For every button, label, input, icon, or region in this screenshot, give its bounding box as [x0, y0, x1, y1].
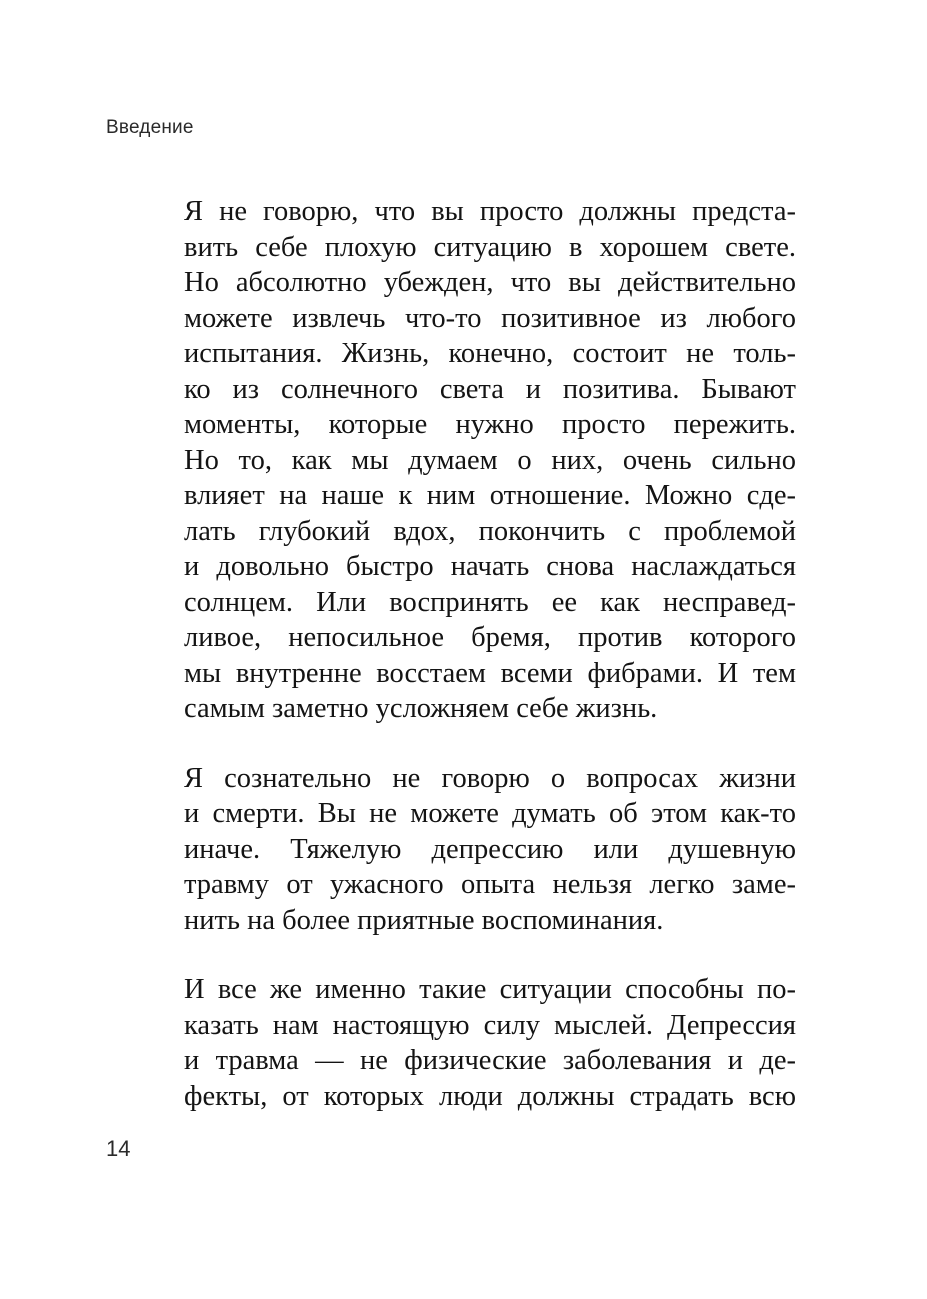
- text-line: Я не говорю, что вы просто должны предста-: [184, 196, 796, 227]
- paragraph-2: [184, 761, 796, 939]
- text-line: Я сознательно не говорю о вопросах жизни: [184, 762, 796, 794]
- text-line: влияет на наше к ним отношение. Можно сде-: [184, 480, 796, 511]
- text-line: иначе. Тяжелую депрессию или душевную: [184, 833, 796, 865]
- text-line: ко из солнечного света и позитива. Бывают: [184, 373, 796, 405]
- running-header: Введение: [106, 117, 194, 138]
- body-text: [184, 194, 796, 1148]
- text-line: лать глубокий вдох, покончить с проблемой: [184, 515, 796, 547]
- text-line: Но абсолютно убежден, что вы действительно: [184, 267, 796, 298]
- text-line: и довольно быстро начать снова наслаждаться: [184, 551, 796, 582]
- text-line: нить на более приятные воспоминания.: [184, 904, 664, 936]
- text-line: Но то, как мы думаем о них, очень сильно: [184, 444, 796, 476]
- text-line: можете извлечь что-то позитивное из любого: [184, 302, 796, 334]
- paragraph-3: [184, 972, 796, 1114]
- text-line: вить себе плохую ситуацию в хорошем свете.: [184, 231, 796, 263]
- text-line: самым заметно усложняем себе жизнь.: [184, 693, 658, 724]
- text-line: моменты, которые нужно просто пережить.: [184, 409, 796, 440]
- paragraph-1: [184, 194, 796, 727]
- page-number: 14: [106, 1136, 131, 1161]
- text-line: казать нам настоящую силу мыслей. Депрессия: [184, 1009, 796, 1041]
- text-line: и смерти. Вы не можете думать об этом как-то: [184, 798, 796, 829]
- text-line: солнцем. Или воспринять ее как несправед-: [184, 586, 796, 618]
- text-line: фекты, от которых люди должны страдать всю: [184, 1080, 796, 1112]
- text-line: И все же именно такие ситуации способны по-: [184, 974, 796, 1005]
- text-line: ливое, непосильное бремя, против которого: [184, 622, 796, 653]
- text-line: мы внутренне восстаем всеми фибрами. И тем: [184, 657, 796, 689]
- text-line: травму от ужасного опыта нельзя легко заме-: [184, 869, 796, 900]
- text-line: испытания. Жизнь, конечно, состоит не толь-: [184, 338, 796, 369]
- text-line: и травма — не физические заболевания и де-: [184, 1045, 796, 1076]
